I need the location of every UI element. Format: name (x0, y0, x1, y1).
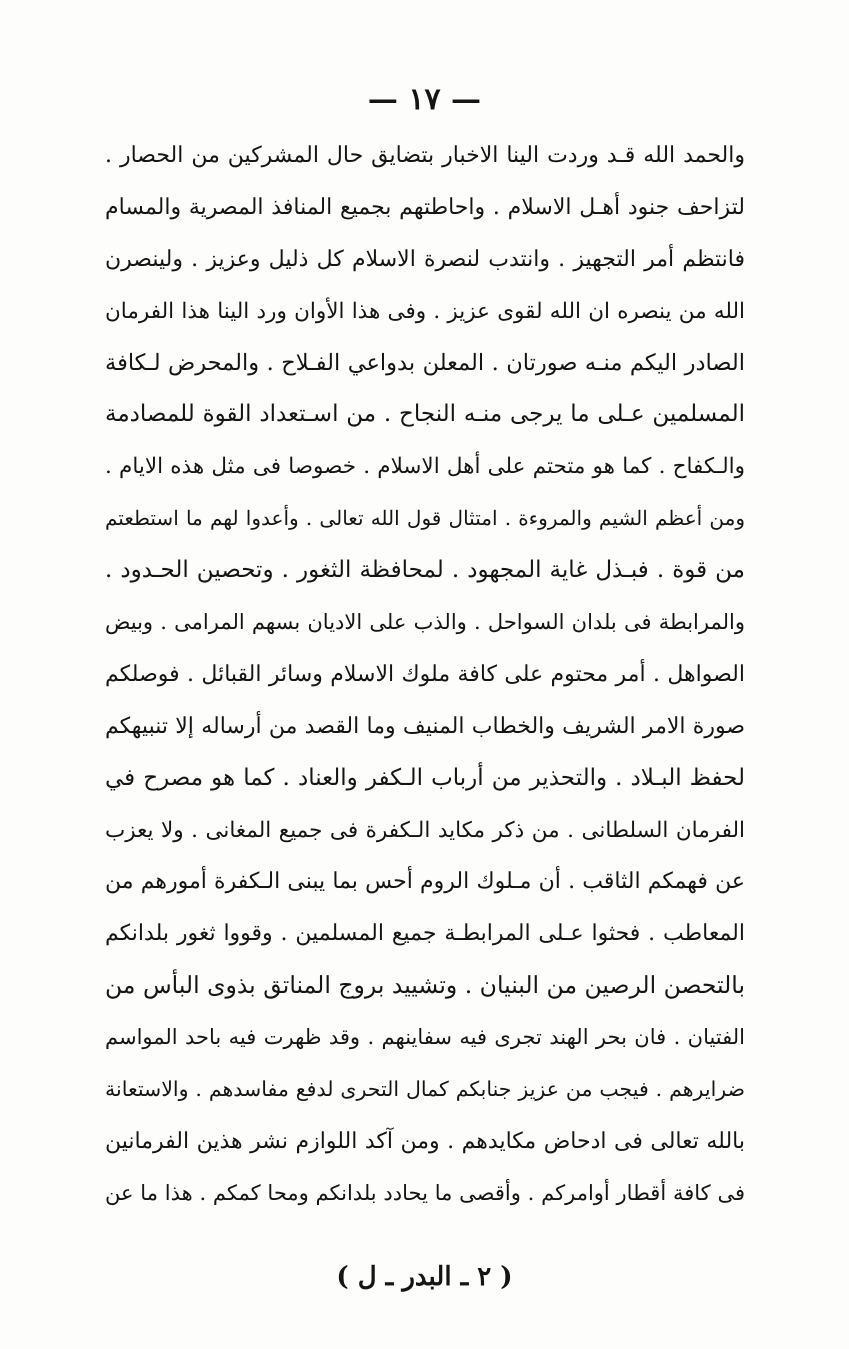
text-line: بالله تعالى فى ادحاض مكايدهم . ومن آكد اللوازم نشر هذين الفرمانين (105, 1128, 745, 1154)
text-line: ضرايرهم . فيجب من عزيز جنابكم كمال التحرى لدفع مفاسدهم . والاستعانة (105, 1077, 745, 1102)
text-line: الصادر اليكم منـه صورتان . المعلن بدواعي الفـلاح . والمحرض لـكافة (105, 349, 745, 376)
text-line: الله من ينصره ان الله لقوى عزيز . وفى هذا الأوان ورد الينا هذا الفرمان (105, 298, 745, 324)
page-number: — ١٧ — (367, 82, 482, 117)
text-line: الفتيان . فان بحر الهند تجرى فيه سفاينهم . وقد ظهرت فيه باحد المواسم (105, 1025, 745, 1050)
text-line: فانتظم أمر التجهيز . وانتدب لنصرة الاسلام كل ذليل وعزيز . ولينصرن (105, 246, 745, 272)
text-line: فى كافة أقطار أوامركم . وأقصى ما يحادد بلدانكم ومحا كمكم . هذا ما عن (105, 1180, 745, 1205)
text-line: عن فهمكم الثاقب . أن مـلوك الروم أحس بما يبنى الـكفرة أمورهم من (105, 869, 745, 895)
text-line: لحفظ البـلاد . والتحذير من أرباب الـكفر والعناد . كما هو مصرح في (105, 764, 745, 791)
text-line: الفرمان السلطانى . من ذكر مكايد الـكفرة فى جميع المغانى . ولا يعزب (105, 817, 745, 843)
signature-mark: ( ٢ ـ البدر ـ ل ) (336, 1262, 513, 1292)
text-line: والمرابطة فى بلدان السواحل . والذب على الاديان بسهم المرامى . وبيض (105, 610, 745, 635)
text-line: صورة الامر الشريف والخطاب المنيف وما القصد من أرساله إلا تنبيهكم (105, 713, 745, 739)
text-line: الصواهل . أمر محتوم على كافة ملوك الاسلام وسائر القبائل . فوصلكم (105, 661, 745, 687)
body-text (105, 130, 745, 1220)
text-line: المسلمين عـلى ما يرجى منـه النجاح . من اسـتعداد القوة للمصادمة (105, 401, 745, 428)
text-line: بالتحصن الرصين من البنيان . وتشييد بروج المناتق بذوى البأس من (105, 971, 745, 1000)
text-line: ومن أعظم الشيم والمروءة . امتثال قول الله تعالى . وأعدوا لهم ما استطعتم (105, 506, 745, 531)
text-line: والحمد الله قـد وردت الينا الاخبار بتضايق حال المشركين من الحصار . (105, 143, 745, 168)
text-line: المعاطب . فحثوا عـلى المرابطـة جميع المسلمين . وقووا ثغور بلدانكم (105, 921, 745, 947)
text-line: والـكفاح . كما هو متحتم على أهل الاسلام . خصوصا فى مثل هذه الايام . (105, 454, 745, 480)
text-line: لتزاحف جنود أهـل الاسلام . واحاطتهم بجميع المنافذ المصرية والمسام (105, 194, 745, 220)
text-line: من قوة . فبـذل غاية المجهود . لمحافظة الثغور . وتحصين الحـدود . (105, 557, 745, 584)
